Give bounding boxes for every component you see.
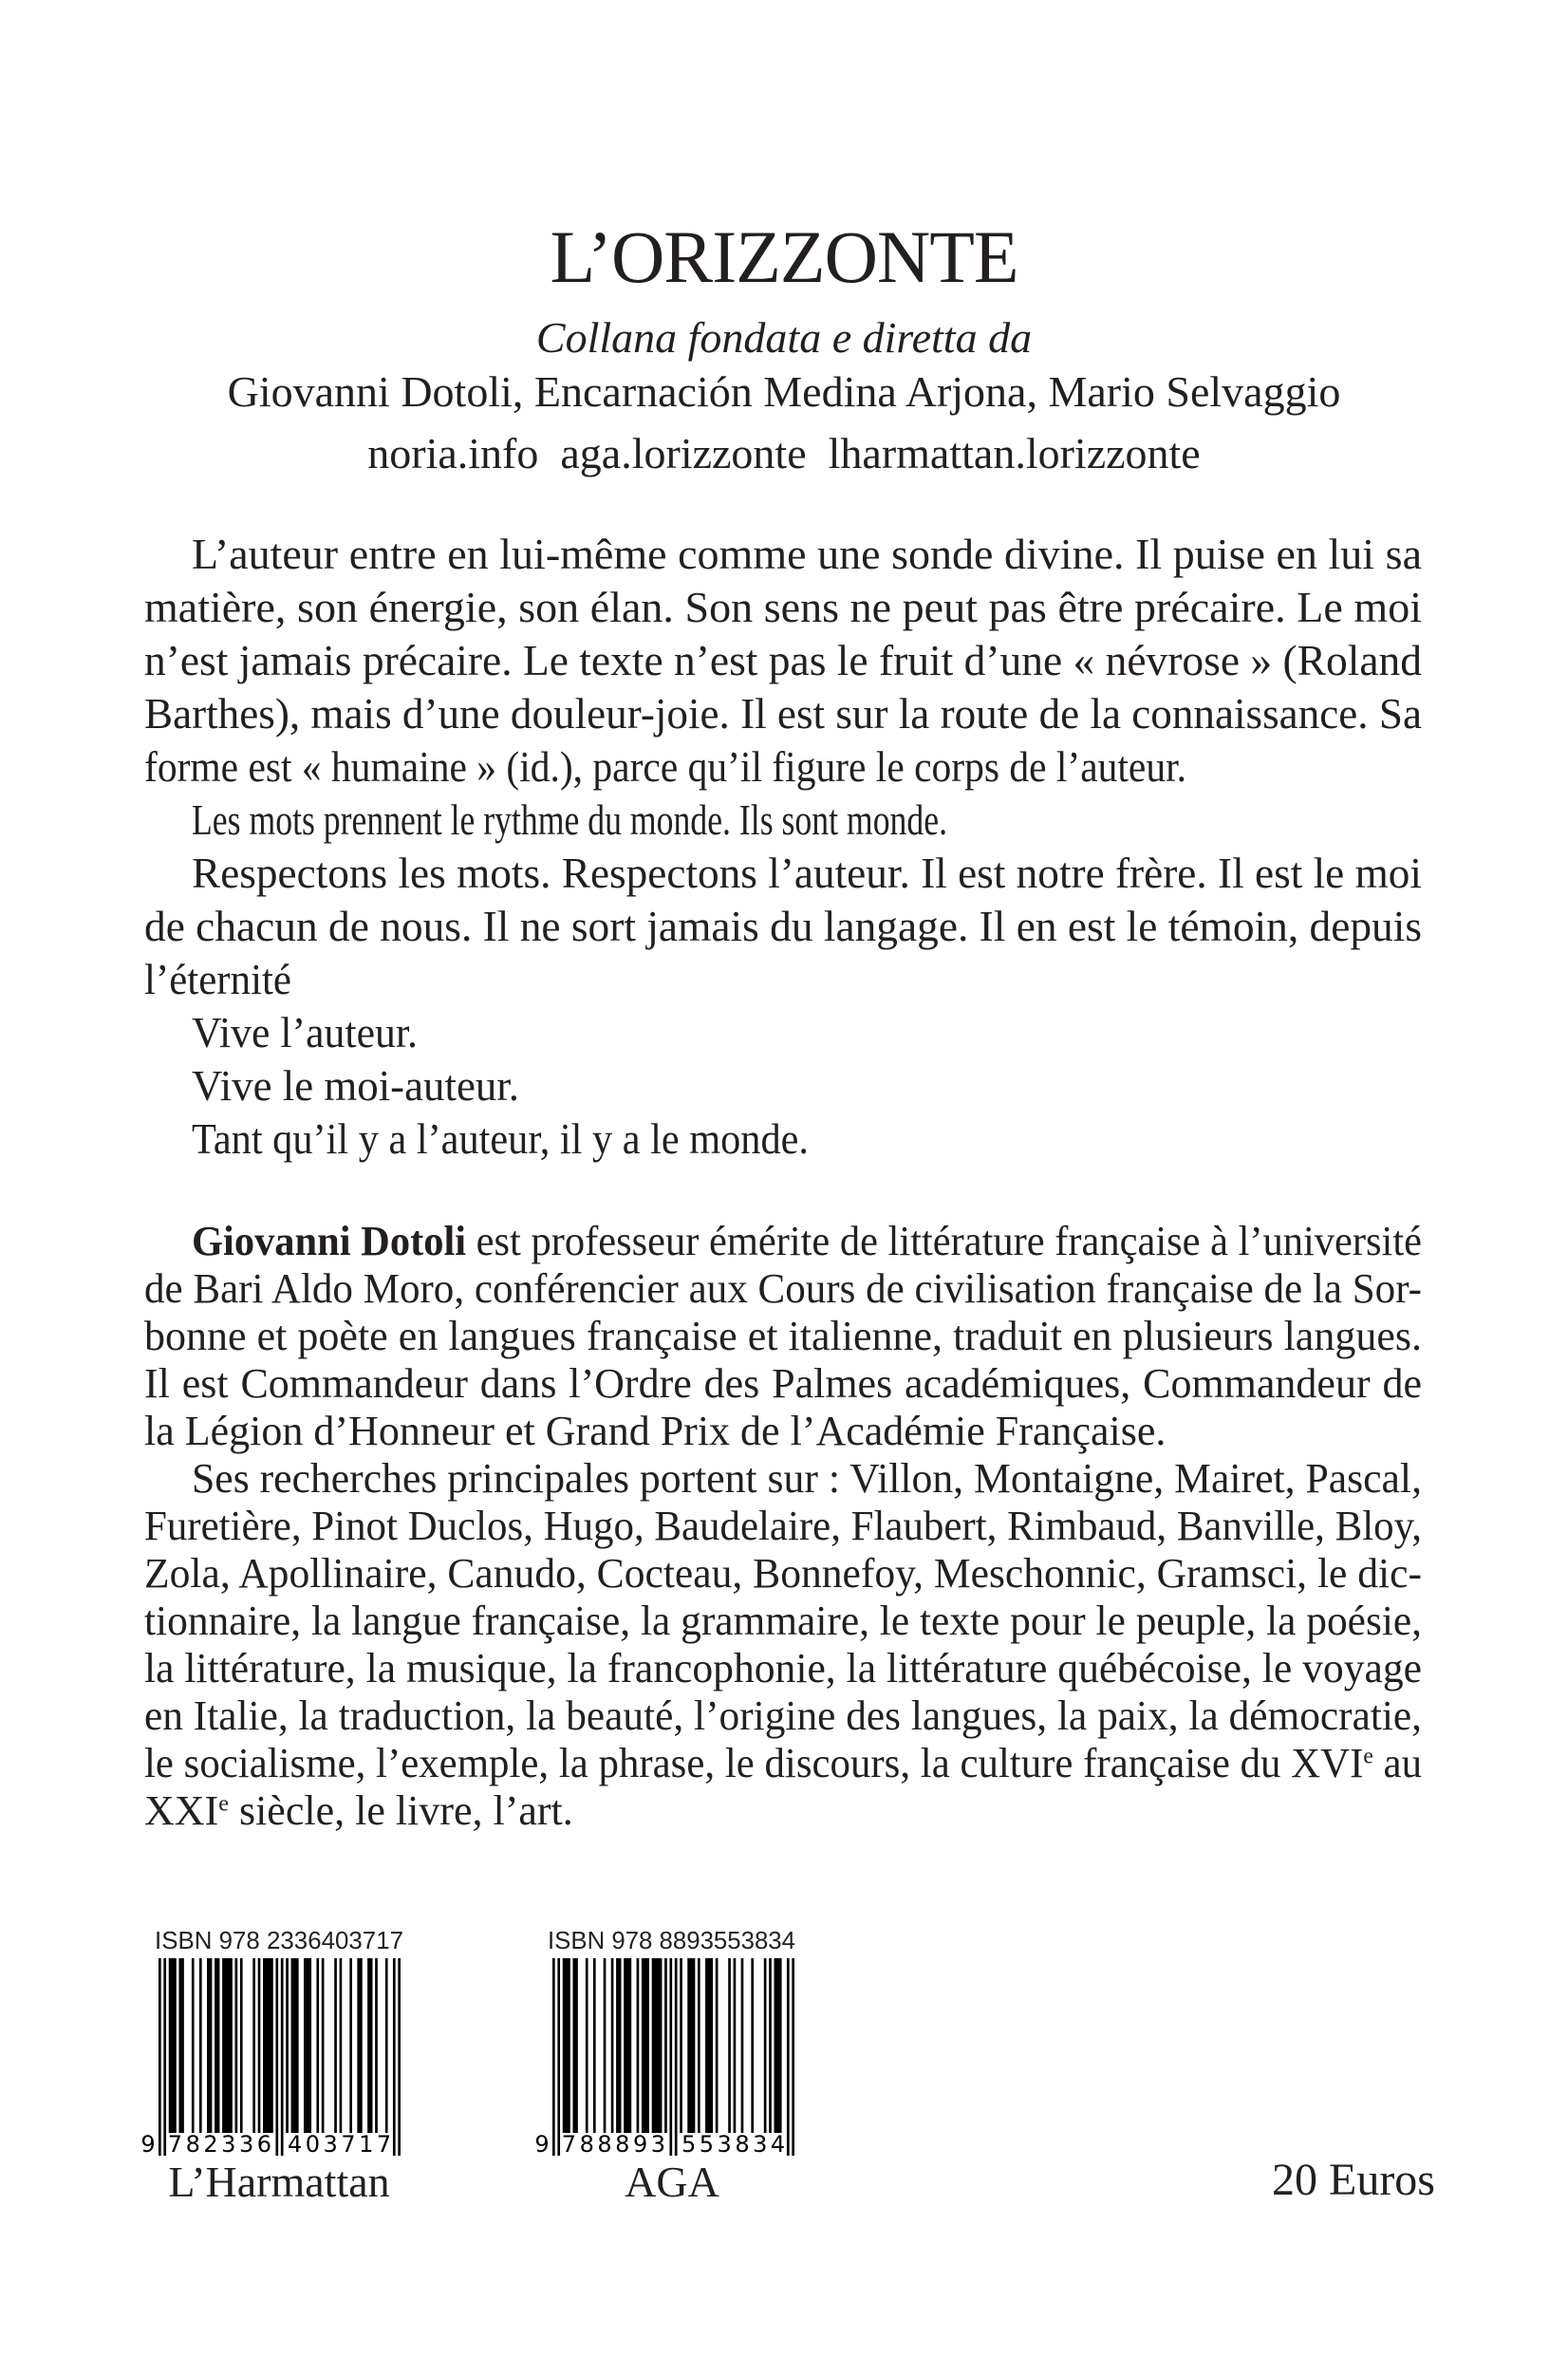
barcode-bar xyxy=(286,1958,289,2133)
barcode-bar xyxy=(680,1958,682,2133)
bio-line: bonne et poète en langues française et italienne, traduit en plusieurs langues. xyxy=(144,1312,1422,1359)
series-title: L’ORIZZONTE xyxy=(550,215,1018,298)
barcode-bar xyxy=(751,1958,754,2133)
barcode-digit: 7 xyxy=(167,2131,183,2158)
barcode-bar xyxy=(357,1958,362,2133)
barcode-bar xyxy=(572,1958,577,2133)
barcode-digit: 3 xyxy=(753,2131,768,2158)
barcode-bar xyxy=(322,1958,325,2133)
barcode-bar xyxy=(642,1958,649,2133)
blurb-line: Les mots prennent le rythme du monde. Ils sont monde. xyxy=(192,795,947,845)
series-websites: noria.info aga.lorizzonte lharmattan.lorizzonte xyxy=(367,429,1201,477)
barcode-bar xyxy=(199,1958,202,2133)
series-subtitle: Collana fondata e diretta da xyxy=(535,313,1033,362)
blurb-line: Barthes), mais d’une douleur-joie. Il est sur la route de la connaissance. Sa xyxy=(144,689,1422,738)
barcode-digit: 3 xyxy=(323,2131,338,2158)
barcode-bar xyxy=(741,1958,744,2133)
blurb-line: n’est jamais précaire. Le texte n’est pas le fruit d’une « névrose » (Roland xyxy=(144,636,1422,685)
barcode-bar xyxy=(240,1958,243,2133)
bio-line: Zola, Apollinaire, Canudo, Cocteau, Bonnefoy, Meschonnic, Gramsci, le dic- xyxy=(144,1549,1422,1597)
barcode-bar xyxy=(664,1958,667,2133)
blurb-line: Tant qu’il y a l’auteur, il y a le monde. xyxy=(192,1114,809,1164)
bio-line: la Légion d’Honneur et Grand Prix de l’Académie Française. xyxy=(144,1407,1167,1454)
barcode-bar xyxy=(769,1958,772,2133)
barcode-bar xyxy=(275,1958,278,2156)
barcode-digit: 1 xyxy=(359,2131,374,2158)
barcode-digit: 5 xyxy=(699,2131,715,2158)
barcode-digit: 8 xyxy=(597,2131,612,2158)
barcode-bar xyxy=(334,1958,337,2133)
blurb-line: de chacun de nous. Il ne sort jamais du langage. Il en est le témoin, depuis xyxy=(144,902,1422,951)
barcode-digit: 7 xyxy=(341,2131,356,2158)
barcode-bar xyxy=(675,1958,678,2156)
barcode-digit: 4 xyxy=(287,2131,303,2158)
barcode-bar xyxy=(705,1958,713,2133)
barcode-bar xyxy=(728,1958,731,2133)
barcode-digit: 2 xyxy=(203,2131,218,2158)
barcode-bar xyxy=(593,1958,596,2133)
barcode-digit: 5 xyxy=(681,2131,697,2158)
barcode-digit: 7 xyxy=(561,2131,577,2158)
barcode-bar xyxy=(557,1958,560,2156)
isbn-label: ISBN 978 2336403717 xyxy=(155,1926,403,1954)
bio-line: de Bari Aldo Moro, conférencier aux Cours de civilisation française de la Sor- xyxy=(144,1264,1422,1312)
barcode-bar xyxy=(563,1958,570,2133)
barcode-bar xyxy=(316,1958,319,2133)
barcode-bar xyxy=(263,1958,273,2133)
blurb-line: matière, son énergie, son élan. Son sens ne peut pas être précaire. Le moi xyxy=(144,583,1422,632)
barcode-bar xyxy=(291,1958,299,2133)
barcode-bar xyxy=(178,1958,183,2133)
barcode-bar xyxy=(235,1958,238,2133)
publisher-name: AGA xyxy=(625,2158,719,2206)
barcode-bar xyxy=(716,1958,719,2133)
barcode-bar xyxy=(398,1958,401,2156)
barcode-bar xyxy=(169,1958,177,2133)
barcode-bar xyxy=(637,1958,640,2133)
barcode-digit: 3 xyxy=(717,2131,732,2158)
barcode-bar xyxy=(215,1958,219,2133)
barcode-bar xyxy=(652,1958,663,2133)
barcode-digit: 8 xyxy=(735,2131,750,2158)
barcode-bar xyxy=(775,1958,782,2133)
barcode-digit: 9 xyxy=(534,2131,550,2158)
barcode-bar xyxy=(192,1958,195,2133)
blurb-line: forme est « humaine » (id.), parce qu’il figure le corps de l’auteur. xyxy=(144,742,1186,792)
bio-line: tionnaire, la langue française, la grammaire, le texte pour le peuple, la poésie, xyxy=(144,1597,1422,1644)
bio-line: le socialisme, l’exemple, la phrase, le discours, la culture française du XVIe au xyxy=(144,1739,1422,1786)
blurb-line: Vive l’auteur. xyxy=(192,1008,418,1057)
bio-line: Ses recherches principales portent sur : Villon, Montaigne, Mairet, Pascal, xyxy=(192,1454,1422,1502)
blurb-line: Vive le moi-auteur. xyxy=(192,1061,519,1111)
barcode-bar xyxy=(698,1958,700,2133)
barcode-bar xyxy=(792,1958,794,2156)
publisher-name: L’Harmattan xyxy=(168,2158,390,2206)
barcode-bar xyxy=(340,1958,343,2133)
barcode-bar xyxy=(222,1958,233,2133)
barcode-bar xyxy=(669,1958,672,2156)
barcode-digit: 9 xyxy=(140,2131,156,2158)
barcode-bar xyxy=(687,1958,695,2133)
bio-line: la littérature, la musique, la francophonie, la littérature québécoise, le voyage xyxy=(144,1644,1422,1691)
barcode-bar xyxy=(349,1958,352,2133)
barcode-bar xyxy=(764,1958,767,2133)
barcode-bar xyxy=(734,1958,737,2133)
blurb-line: Respectons les mots. Respectons l’auteur. Il est notre frère. Il est le moi xyxy=(192,849,1422,898)
barcode-digit: 8 xyxy=(579,2131,594,2158)
barcode-bar xyxy=(616,1958,621,2133)
price: 20 Euros xyxy=(1272,2155,1435,2205)
barcode-icon xyxy=(140,1958,410,2159)
barcode-digit: 6 xyxy=(256,2131,272,2158)
barcode-bar xyxy=(252,1958,255,2133)
barcode-bar xyxy=(611,1958,614,2133)
bio-line: Furetière, Pinot Duclos, Hugo, Baudelaire, Flaubert, Rimbaud, Banville, Bloy, xyxy=(144,1502,1422,1549)
barcode-bar xyxy=(375,1958,378,2133)
barcode-bar xyxy=(552,1958,555,2156)
barcode-digit: 4 xyxy=(770,2131,786,2158)
barcode-digit: 8 xyxy=(185,2131,200,2158)
barcode-digit: 9 xyxy=(632,2131,648,2158)
barcode-bar xyxy=(367,1958,372,2133)
barcode-digit: 0 xyxy=(305,2131,321,2158)
bio-line: Il est Commandeur dans l’Ordre des Palmes académiques, Commandeur de xyxy=(144,1359,1422,1407)
barcode-digit: 7 xyxy=(376,2131,392,2158)
blurb-line: L’auteur entre en lui-même comme une sonde divine. Il puise en lui sa xyxy=(192,530,1422,579)
barcode-bar xyxy=(207,1958,212,2133)
barcode-bar xyxy=(258,1958,261,2133)
barcode-digit: 8 xyxy=(615,2131,630,2158)
barcode-digit: 3 xyxy=(650,2131,666,2158)
barcode-bar xyxy=(624,1958,631,2133)
barcode-bar xyxy=(586,1958,588,2133)
bio-line: Giovanni Dotoli est professeur émérite de littérature française à l’université xyxy=(192,1217,1423,1264)
author-name: Giovanni Dotoli xyxy=(192,1217,467,1264)
barcode-digit: 3 xyxy=(221,2131,236,2158)
barcode-bar xyxy=(393,1958,396,2156)
blurb-line: l’éternité xyxy=(144,955,291,1004)
barcode-bar xyxy=(163,1958,166,2156)
barcode-digit: 3 xyxy=(238,2131,254,2158)
barcode-icon xyxy=(533,1958,804,2159)
bio-line: XXIe siècle, le livre, l’art. xyxy=(144,1786,573,1834)
barcode-bar xyxy=(159,1958,161,2156)
barcode-bar xyxy=(304,1958,311,2133)
series-editors: Giovanni Dotoli, Encarnación Medina Arjona, Mario Selvaggio xyxy=(227,367,1341,416)
barcode-bar xyxy=(604,1958,607,2133)
bio-line: en Italie, la traduction, la beauté, l’origine des langues, la paix, la démocratie, xyxy=(144,1691,1422,1739)
barcode-bar xyxy=(385,1958,388,2133)
barcode-bar xyxy=(281,1958,284,2156)
isbn-label: ISBN 978 8893553834 xyxy=(548,1926,795,1954)
barcode-bar xyxy=(787,1958,790,2156)
